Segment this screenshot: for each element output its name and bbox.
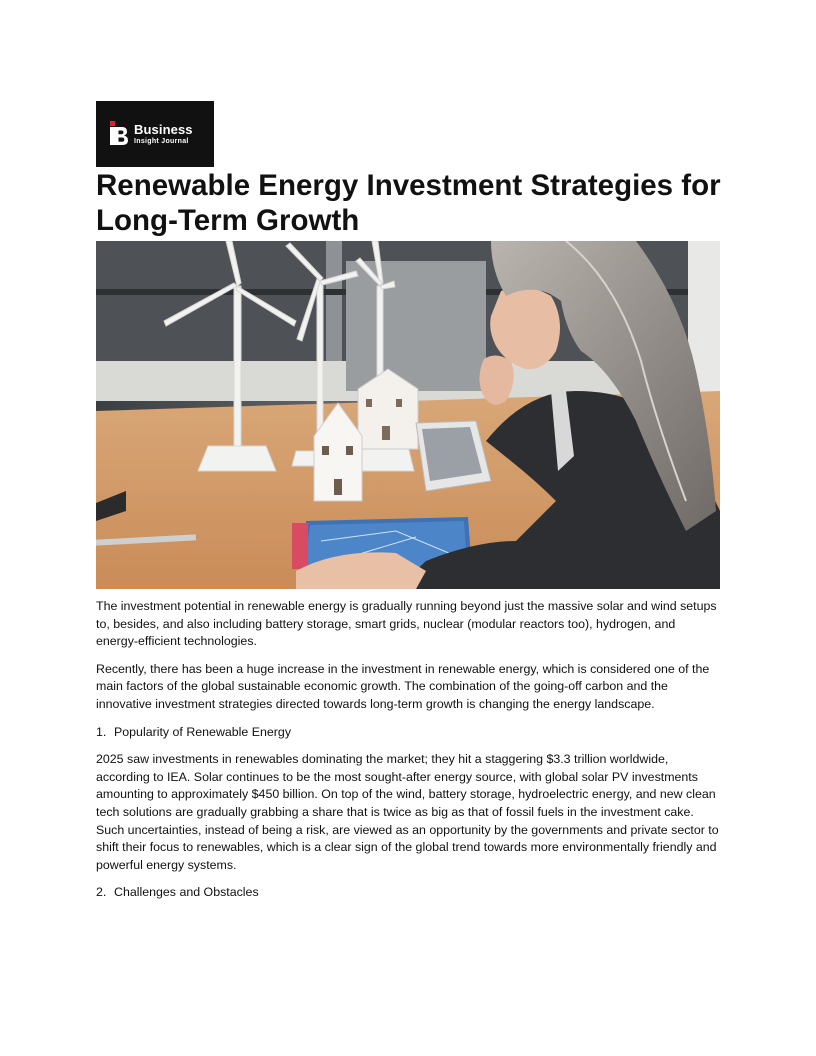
paragraph-growth: Recently, there has been a huge increase in the investment in renewable energy, which is considered one of the main factors of the global sustainable economic growth. The combination of the going-off carbon and the innovative investment strategies directed towards long-term growth is changing the energy landscape. xyxy=(96,661,710,711)
section-number-2: 2. xyxy=(96,885,107,900)
article-body xyxy=(96,598,720,912)
article-title: Renewable Energy Investment Strategies for Long-Term Growth xyxy=(96,169,721,237)
section-number-1: 1. xyxy=(96,724,107,739)
paragraph-intro: The investment potential in renewable energy is gradually running beyond just the massive solar and wind setups to, besides, and also including battery storage, smart grids, nuclear (modular reactors too), hydrogen, and energy-efficient technologies. xyxy=(96,599,717,649)
logo-text-business: Business xyxy=(134,121,193,137)
logo-b-icon xyxy=(110,121,130,147)
publication-logo[interactable] xyxy=(96,101,214,167)
section-heading-text-1: Popularity of Renewable Energy xyxy=(114,724,292,739)
section-heading-text-2: Challenges and Obstacles xyxy=(114,885,259,900)
section-heading-1 xyxy=(96,724,720,742)
section-heading-2 xyxy=(96,884,720,902)
logo-text-insight-journal: Insight Journal xyxy=(134,137,189,145)
hero-image xyxy=(96,241,720,589)
paragraph-popularity: 2025 saw investments in renewables dominating the market; they hit a staggering $3.3 trillion worldwide, according to IEA. Solar continues to be the most sought-after energy source, with global solar PV investments amounting to approximately $450 billion. On top of the wind, battery storage, hydroelectric energy, and new clean tech solutions are gradually grabbing a share that is twice as big as that of fossil fuels in the investment cake. Such uncertainties, instead of being a risk, are viewed as an opportunity by the governments and private sector to shift their focus to renewables, which is a clear sign of the global trend towards more environmentally friendly and powerful energy systems. xyxy=(96,752,719,872)
